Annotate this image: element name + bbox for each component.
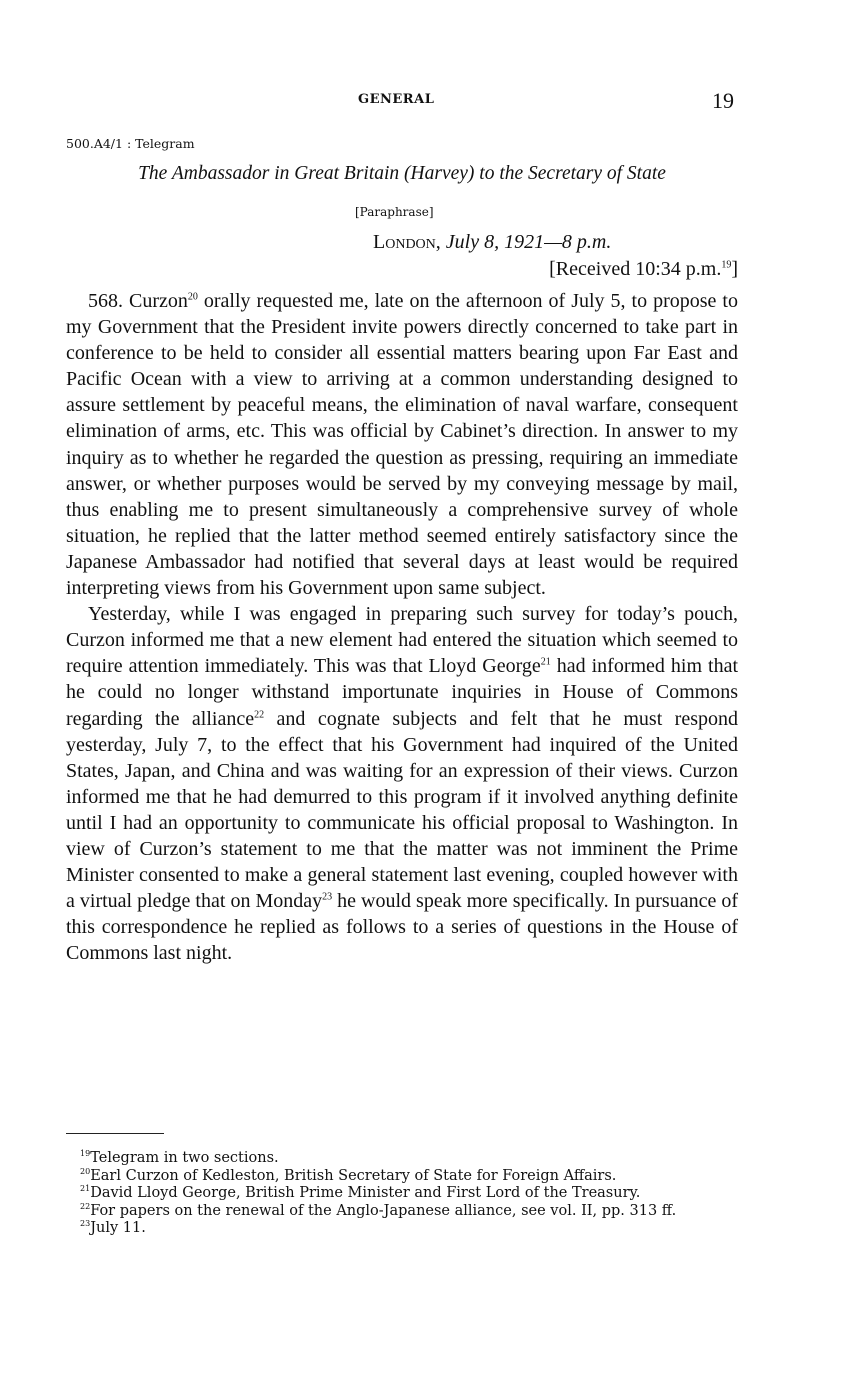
paragraph-2-text-c: and cognate subjects and felt that he must respond yesterday, July 7, to the effect that his Government had inquired of the United States, Japan, and China and was waiting for an expression of their views. Curzon informed me that he had demurred to this program if it involved anything definite until I had an opportunity to communicate his official proposal to Washington. In view of Curzon’s statement to me that the matter was not imminent the Prime Minister consented to make a general statement last evening, coupled however with a virtual pledge that on Monday [66, 707, 738, 913]
document-title: The Ambassador in Great Britain (Harvey) to the Secretary of State [138, 163, 666, 184]
received-close: ] [731, 258, 738, 280]
paragraph-2 [66, 601, 738, 966]
file-reference: 500.A4/1 : Telegram [66, 136, 195, 151]
footnote-number: 20 [80, 1166, 91, 1176]
footnote-21 [66, 1185, 738, 1203]
footnote-ref: 21 [540, 656, 551, 668]
paragraph-1 [66, 288, 738, 601]
footnote-number: 19 [80, 1149, 91, 1159]
footnote-text: Telegram in two sections. [90, 1150, 279, 1166]
dateline-place: London, [373, 231, 441, 253]
footnote-ref: 22 [254, 708, 265, 720]
footnote-23 [66, 1220, 738, 1238]
received-line [549, 258, 738, 281]
paragraph-2-text-b: had informed him that he could no longer withstand importunate inquiries in House of Commons regarding the alliance [66, 655, 739, 730]
footnotes [66, 1150, 738, 1238]
footnote-ref: 23 [322, 891, 333, 903]
dateline-date: July 8, 1921—8 p.m. [445, 231, 612, 253]
footnote-22 [66, 1203, 738, 1221]
footnote-number: 23 [80, 1219, 91, 1229]
footnote-text: Earl Curzon of Kedleston, British Secretary of State for Foreign Affairs. [90, 1167, 617, 1184]
footnote-20 [66, 1168, 738, 1186]
paragraph-1-lead: 568. Curzon [88, 290, 188, 312]
paraphrase-note: [Paraphrase] [355, 205, 434, 219]
paragraph-2-text-a: Yesterday, while I was engaged in preparing such survey for today’s pouch, Curzon informed me that a new element had entered the situation which seemed to require attention immediately. This was that Lloyd George [66, 603, 738, 678]
footnote-text: David Lloyd George, British Prime Minister and First Lord of the Treasury. [90, 1185, 641, 1201]
footnote-19 [66, 1150, 738, 1168]
footnote-ref: 19 [721, 259, 732, 271]
page-number: 19 [712, 88, 734, 113]
footnote-number: 22 [80, 1201, 91, 1211]
dateline [373, 231, 611, 254]
paragraph-2-text-d: he would speak more specifically. In pursuance of this correspondence he replied as follows to a series of questions in the House of Commons last night. [66, 890, 739, 965]
footnote-divider [66, 1133, 164, 1134]
paragraph-1-text: orally requested me, late on the afternoon of July 5, to propose to my Government that the President invite powers directly concerned to take part in conference to be held to consider all essential matters bearing upon Far East and Pacific Ocean with a view to arriving at a common understanding designed to assure settlement by peaceful means, the elimination of naval warfare, consequent elimination of arms, etc. This was official by Cabinet’s direction. In answer to my inquiry as to whether he regarded the question as pressing, requiring an immediate answer, or whether purposes would be served by my conveying message by mail, thus enabling me to present simultaneously a comprehensive survey of whole situation, he replied that the latter method seemed entirely satisfactory since the Japanese Ambassador had notified that several days at least would be required interpreting views from his Government upon same subject. [66, 290, 738, 600]
running-head: GENERAL [358, 92, 435, 107]
footnote-text: July 11. [90, 1220, 146, 1236]
footnote-number: 21 [80, 1184, 91, 1194]
footnote-ref: 20 [187, 291, 198, 303]
received-text: [Received 10:34 p.m. [549, 258, 722, 280]
telegram-body [66, 288, 738, 966]
footnote-text: For papers on the renewal of the Anglo-Japanese alliance, see vol. II, pp. 313 ff. [90, 1202, 677, 1219]
